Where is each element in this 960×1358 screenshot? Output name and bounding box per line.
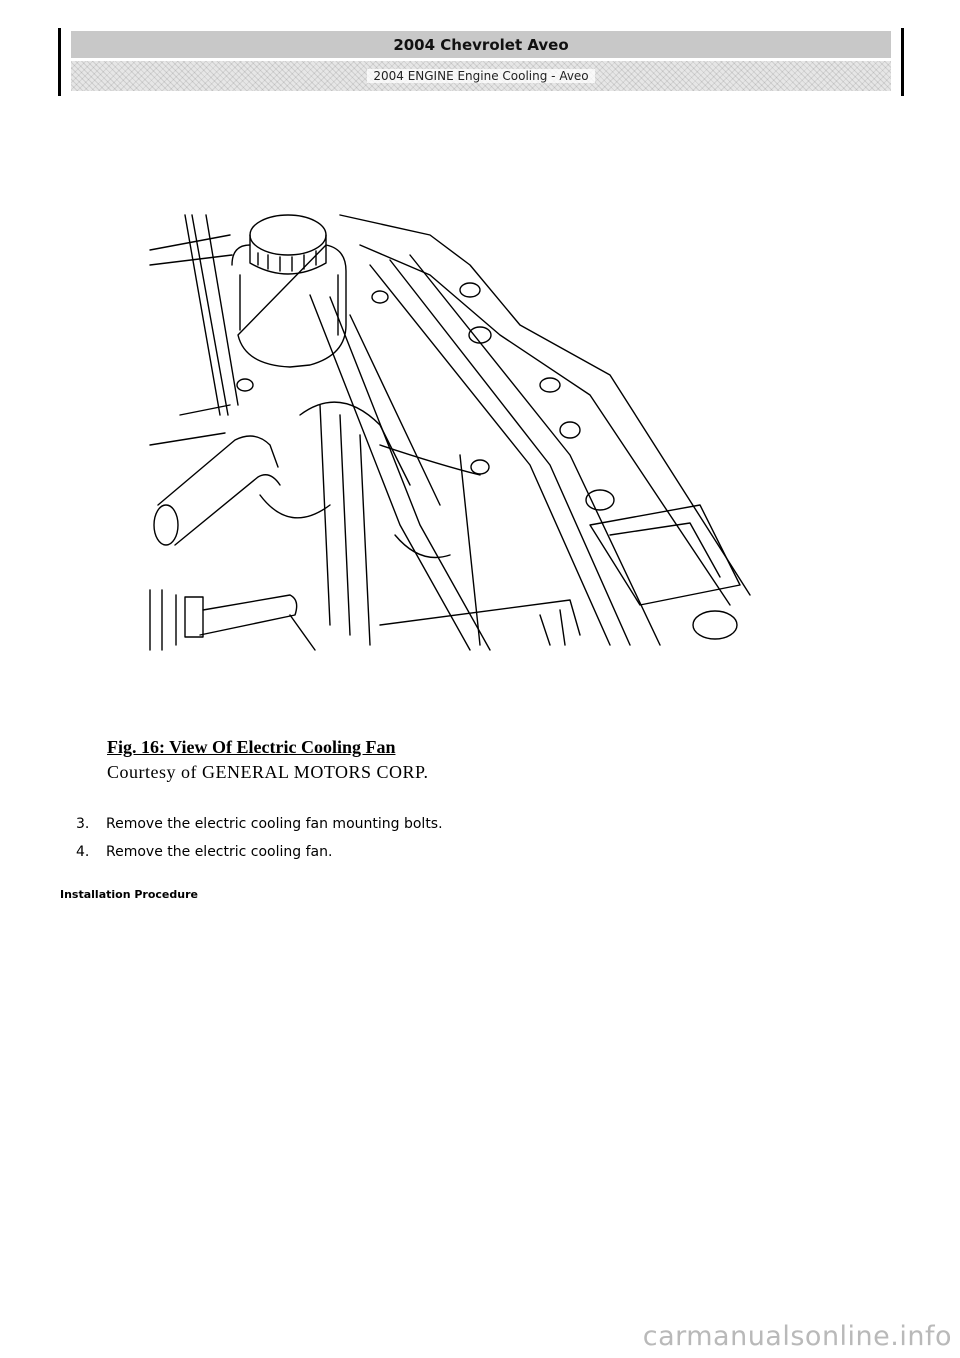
document-subtitle-bar: [71, 61, 891, 91]
step-number: 3.: [76, 816, 90, 832]
step-item: [76, 810, 776, 838]
document-title: 2004 Chevrolet Aveo: [71, 31, 891, 58]
figure-title: Fig. 16: View Of Electric Cooling Fan: [107, 737, 396, 757]
watermark-text: carmanualsonline.info: [642, 1321, 952, 1352]
document-subtitle: 2004 ENGINE Engine Cooling - Aveo: [367, 69, 594, 83]
figure-caption: [107, 735, 429, 785]
reservoir-cap: [250, 215, 326, 274]
mounting-bolts: [372, 283, 614, 510]
page-header: [58, 28, 904, 96]
section-heading: Installation Procedure: [60, 888, 198, 901]
electrical-connector: [150, 590, 315, 650]
step-item: [76, 838, 776, 866]
figure-credit: Courtesy of GENERAL MOTORS CORP.: [107, 762, 429, 782]
step-number: 4.: [76, 844, 90, 860]
radiator-hose: [154, 436, 330, 545]
fan-shroud: [300, 255, 660, 650]
step-text: Remove the electric cooling fan mounting bolts.: [106, 816, 443, 832]
cooling-fan-illustration: [140, 205, 760, 655]
step-text: Remove the electric cooling fan.: [106, 844, 333, 860]
coolant-reservoir: [232, 245, 346, 391]
procedure-steps: [76, 810, 776, 866]
